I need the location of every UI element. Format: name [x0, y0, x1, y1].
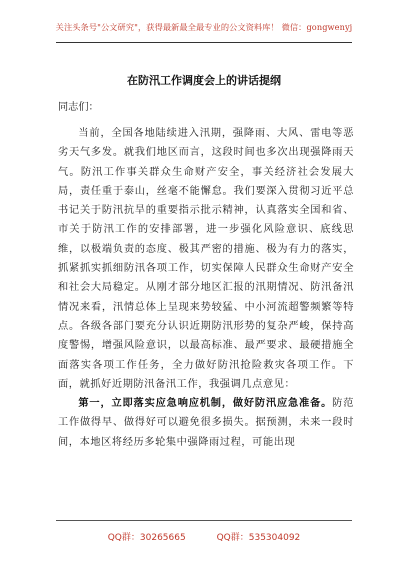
- paragraph: [58, 394, 354, 452]
- footer: [0, 530, 408, 543]
- footer-divider: [56, 520, 352, 521]
- footer-qq-group-1: QQ群：30265665: [107, 533, 186, 543]
- salutation: 同志们：: [58, 102, 99, 113]
- header-note: 关注头条号"公文研究"，获得最新最全最专业的公文资料库！ 微信：gongwenyj: [55, 22, 353, 32]
- paragraph-heading: 第一，立即落实应急响应机制，做好防汛应急准备。: [78, 397, 333, 410]
- paragraph-text: 防范工作做得早、做得好可以避免很多损失。据预测，未来一段时间，本地区将经历多轮集中强降雨过程，可能出现: [58, 398, 354, 448]
- paragraph-text: 当前，全国各地陆续进入汛期，强降雨、大风、雷电等恶劣天气多发。就我们地区而言，这段时间也多次出现强降雨天气。防汛工作事关群众生命财产安全，事关经济社会发展大局，责任重于泰山，丝毫不能懈怠。我们要深入贯彻习近平总书记关于防汛抗旱的重要指示批示精神，认真落实全国和省、市关于防汛工作的安排部署，进一步强化风险意识、底线思维，以极端负责的态度、极其严密的措施、极为有力的落实，抓紧抓实抓细防汛各项工作，切实保障人民群众生命财产安全和社会大局稳定。从刚才部分地区汇报的汛期情况、防汛备汛情况来看，汛情总体上呈现来势较猛、中小河流超警频繁等特点。各级各部门要充分认识近期防汛形势的复杂严峻，保持高度警惕，增强风险意识，以最高标准、最严要求、最硬措施全面落实各项工作任务，全力做好防汛抢险救灾各项工作。下面，就抓好近期防汛备汛工作，我强调几点意见：: [58, 128, 354, 390]
- header-divider: [56, 42, 352, 43]
- footer-qq-group-2: QQ群：535304092: [216, 533, 301, 543]
- document-title: 在防汛工作调度会上的讲话提纲: [127, 74, 281, 87]
- paragraph: [58, 124, 354, 394]
- document-body: [58, 124, 354, 452]
